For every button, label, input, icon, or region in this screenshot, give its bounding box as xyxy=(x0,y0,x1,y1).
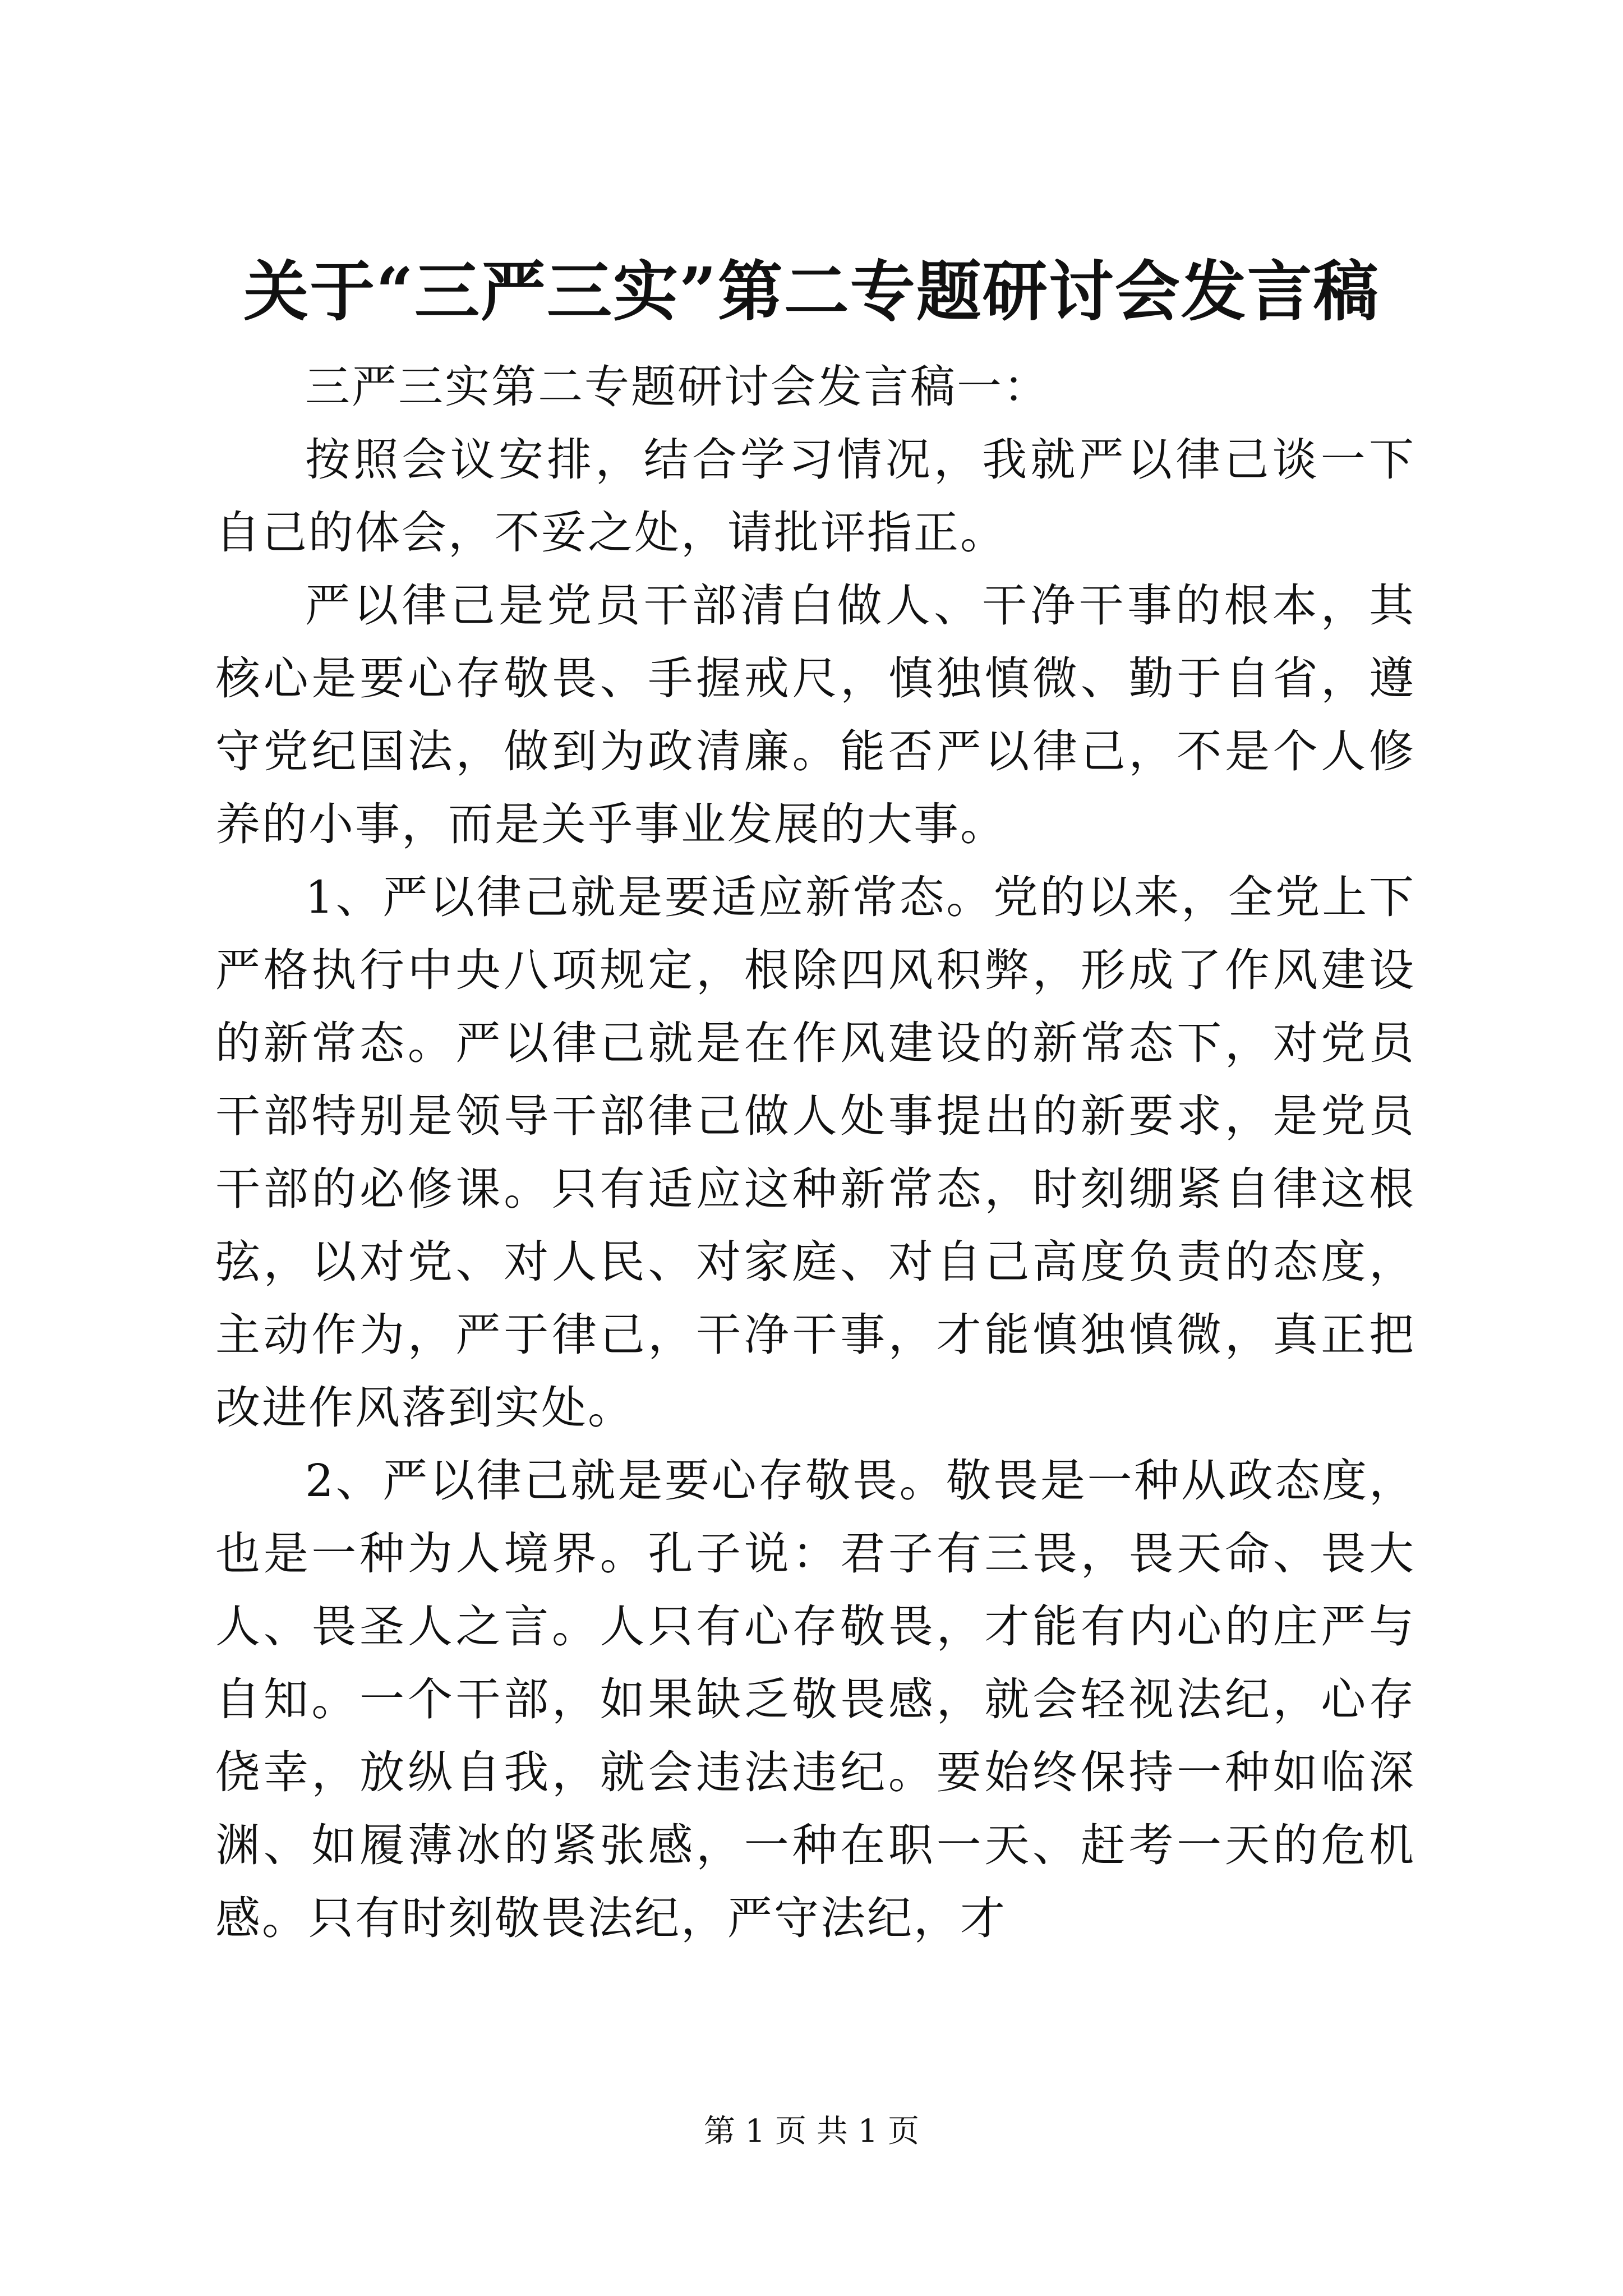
page-footer: 第 1 页 共 1 页 xyxy=(703,2113,920,2150)
paragraph-intro: 按照会议安排，结合学习情况，我就严以律己谈一下自己的体会，不妥之处，请批评指正。 xyxy=(215,434,1415,559)
document-title: 关于“三严三实”第二专题研讨会发言稿 xyxy=(243,254,1380,330)
paragraph-core-meaning: 严以律己是党员干部清白做人、干净干事的根本，其核心是要心存敬畏、手握戒尺，慎独慎微、勤于自省，遵守党纪国法，做到为政清廉。能否严以律己，不是个人修养的小事，而是关乎事业发展的大事。 xyxy=(215,579,1415,850)
paragraph-point-1: 1、严以律己就是要适应新常态。党的以来，全党上下严格执行中央八项规定，根除四风积弊，形成了作风建设的新常态。严以律己就是在作风建设的新常态下，对党员干部特别是领导干部律己做人处事提出的新要求，是党员干部的必修课。只有适应这种新常态，时刻绷紧自律这根弦，以对党、对人民、对家庭、对自己高度负责的态度，主动作为，严于律己，干净干事，才能慎独慎微，真正把改进作风落到实处。 xyxy=(215,871,1415,1434)
paragraph-section-heading: 三严三实第二专题研讨会发言稿一： xyxy=(305,361,1050,413)
paragraph-point-2: 2、严以律己就是要心存敬畏。敬畏是一种从政态度，也是一种为人境界。孔子说：君子有三畏，畏天命、畏大人、畏圣人之言。人只有心存敬畏，才能有内心的庄严与自知。一个干部，如果缺乏敬畏感，就会轻视法纪，心存侥幸，放纵自我，就会违法违纪。要始终保持一种如临深渊、如履薄冰的紧张感，一种在职一天、赶考一天的危机感。只有时刻敬畏法纪，严守法纪，才 xyxy=(215,1455,1415,1944)
document-body xyxy=(215,351,1415,1955)
